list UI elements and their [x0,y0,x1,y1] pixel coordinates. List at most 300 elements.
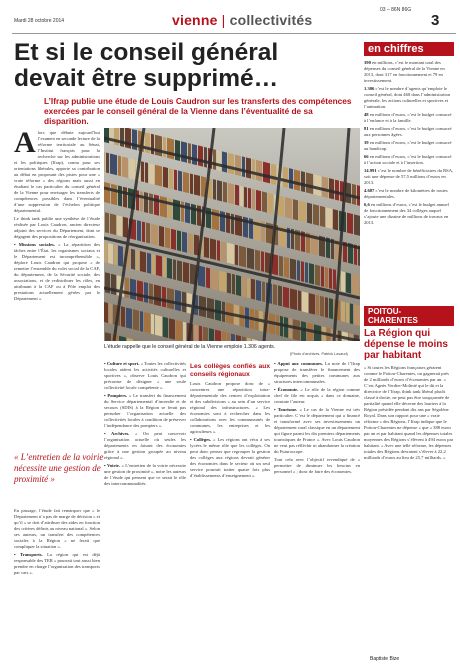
paragraph-text: La note de l’Ifrap propose de transférer le financement des équipements des petites communes aux structures intercommunales. [274,361,360,384]
book-spine [122,156,128,177]
book-spine [169,318,175,339]
figures-list [364,60,454,226]
figure-text: en millions, c’est le montant total des dépenses du conseil général de la Vienne en 2013, dont 317 en fonctionnement et 79 en investissement. [364,60,445,83]
photo-credit: (Photo d’archives, Patrick Lavaud) [290,352,348,356]
subsection-name: collectivités [229,12,313,28]
region-sidebar-title: POITOU-CHARENTES [364,306,454,326]
book-spine [155,135,162,157]
book-spine [163,137,166,158]
article-column-4 [274,361,360,477]
book-spine [199,326,202,341]
book-spine [110,153,117,175]
book-spine [144,312,150,333]
book-spine [227,243,234,265]
book-spine [262,191,267,212]
book-spine [141,161,144,182]
book-spine [162,286,166,307]
paragraph [104,361,186,391]
paragraph: Louis Caudron propose donc de « concentrer une répartition intra-départementale des centres d’exploitation et des subdivisions » au sein d’un service régional des infrastructures. « Les économies sont à rechercher dans les collaborations avec les communautés de communes, les entreprises et les agriculteurs ». [190,381,270,434]
book-spine [154,194,159,215]
figure-text: en millions d’euros, c’est le budget consacré aux personnes âgées. [364,126,452,137]
book-spine [325,267,328,288]
book-spine [174,169,177,190]
book-spine [144,192,148,213]
section-separator: | [221,12,226,28]
book-spine [333,269,336,290]
book-spine [188,233,193,254]
paragraph [14,242,100,302]
book-spine [136,190,139,211]
figure-item [364,154,454,166]
book-spine [198,145,203,166]
book-spine [293,319,300,341]
paragraph [104,431,186,461]
figure-text: en millions d’euros, c’est le budget consacré à l’enfance et à la famille. [364,112,452,123]
book-spine [111,184,117,205]
photo-caption: L’étude rappelle que le conseil général de la Vienne emploie 1.306 agents. [104,344,276,350]
book-spine [140,191,143,212]
figure-item [364,188,454,200]
book-spine [178,170,182,191]
book-spine [203,327,208,341]
pull-quote: « L’entretien de la voirie nécessite une gestion de proximité » [14,452,104,484]
book-spine [290,258,296,279]
figure-text: c’est le nombre de bénéficiaires du RSA, soit une dépense de 57,5 millions d’euros en 2013. [364,168,454,185]
book-spine [297,260,300,281]
paragraph-lead: • Archives. [104,431,130,436]
book-spine [352,274,359,296]
book-spine [173,199,180,221]
book-spine [175,290,181,311]
book-spine [131,249,135,270]
book-spine [329,178,334,199]
paragraph [104,463,186,487]
book-spine [183,172,189,193]
book-spine [151,314,154,335]
figure-text: en millions d’euros, c’est le budget consacré à l’action sociale et à l’insertion. [364,154,452,165]
library-photo-illustration [104,128,360,341]
book-spine [262,281,265,302]
book-spine [137,280,143,301]
book-spine [118,245,123,266]
book-spine [227,273,231,294]
book-spine [285,197,292,219]
book-spine [204,147,207,168]
book-spine [213,179,216,200]
figure-text: en millions d’euros, c’est le budget consacré au handicap. [364,140,452,151]
book-spine [104,301,108,323]
paragraph-text: « La répartition des tâches entre l’État, les organismes sociaux et le Département est incompréhensible », déplore Louis Caudron qui propose « de remettre l’ensemble du volet social de la CAF, du département, de la Sécurité sociale, des associations, et de redistribuer les rôles, en attribuant à la CAF ou à Pôle emploi des prestations actuellement gérées par le Département ». [14,242,100,301]
figure-item [364,202,454,226]
book-spine [240,186,243,207]
paragraph [274,361,360,385]
book-spine [142,221,145,242]
book-spine [346,302,349,323]
book-spine [252,159,255,180]
book-spine [236,275,241,296]
book-spine [182,231,187,252]
book-spine [244,187,247,208]
book-spine [145,132,150,153]
book-spine [125,277,129,298]
book-spine [123,187,127,208]
book-spine [256,190,261,211]
book-spine [329,268,332,289]
book-spine [228,153,234,174]
article-photo [104,128,360,341]
book-spine [347,213,353,234]
book-spine [301,261,304,282]
figures-sidebar [364,42,454,228]
book-spine [217,240,220,261]
book-spine [284,257,289,278]
standfirst: L’Ifrap publie une étude de Louis Caudron sur les transferts des compétences exercées par le conseil général de la Vienne dans l’éventualité de sa disparition. [44,96,352,126]
book-spine [255,250,260,271]
book-spine [256,160,262,181]
region-sidebar [364,306,454,461]
book-spine [325,297,328,318]
figure-number: 390 [364,60,371,65]
paragraph-lead: • Économie. [274,387,299,392]
book-spine [209,328,214,341]
book-spine [320,206,325,227]
book-spine [140,251,146,272]
book-spine [289,318,292,339]
book-spine [268,193,273,214]
book-spine [346,272,351,293]
book-spine [306,172,313,194]
paragraph-text: « Le rôle de la région comme chef de file est acquis » dans ce domaine, constate l’auteur. [274,387,360,404]
book-spine [322,176,328,197]
paragraph-lead: • Pompiers. [104,393,128,398]
book-spine [126,307,132,328]
book-spine [357,185,360,206]
book-spine [190,173,193,194]
book-spine [191,204,196,225]
book-spine [246,157,251,178]
book-spine [156,255,162,276]
book-spine [120,128,124,147]
book-spine [313,204,319,225]
figure-item [364,126,454,138]
book-spine [177,230,181,251]
header-rule [12,33,456,34]
book-spine [183,322,186,341]
paragraph: Tout cela avec l’objectif revendiqué de « permettre de diminuer les besoins en personnel » ; donc de faire des économies. [274,457,360,474]
book-spine [192,144,197,165]
book-spine [213,149,216,170]
book-spine [252,189,255,210]
book-spine [163,167,168,188]
book-spine [227,333,230,341]
book-spine [222,331,226,341]
issue-date: Mardi 28 octobre 2014 [14,18,65,24]
book-spine [104,182,110,203]
book-spine [114,244,117,265]
figure-number: 81 [364,126,369,131]
section-name: vienne [172,12,218,28]
book-spine [104,128,109,143]
book-spine [315,265,320,286]
book-spine [109,303,112,324]
book-spine [271,164,276,185]
book-spine [211,269,218,291]
book-spine [118,185,122,206]
book-spine [163,317,168,338]
paragraph-text: « On peut concevoir l’organisation actuelle où seules les départements en faisant des économies grâce à une gestion groupée au niveau régional ». [104,431,186,460]
book-spine [354,214,360,235]
book-spine [329,298,333,319]
edition-code: 03 – 86N 86G [380,7,412,13]
paragraph [14,552,100,576]
book-spine [188,143,191,164]
book-spine [165,227,170,248]
book-spine [235,245,238,266]
book-spine [167,288,174,310]
subheading: Les collèges confiés aux conseils régionaux [190,363,270,378]
book-spine [316,295,319,316]
book-spine [231,334,235,341]
book-spine [140,311,143,332]
article-column-2 [104,361,186,489]
paragraph-lead: • Collèges. [190,437,212,442]
book-spine [130,278,136,299]
figure-text: en millions d’euros, c’est le budget annuel de fonctionnement des 34 collèges auquel s’ajoute une dizaine de millions de travaux en 2013. [364,202,449,225]
book-spine [183,262,189,283]
book-spine [222,151,227,172]
book-spine [305,262,308,283]
book-spine [182,291,186,312]
book-spine [194,324,198,341]
region-sidebar-headline: La Région qui dépense le moins par habitant [364,328,448,361]
book-spine [301,171,305,192]
book-spine [309,263,314,284]
book-spine [326,207,332,228]
figure-number: 4.687 [364,188,375,193]
paragraph-text: « Les régions ont vécu à ses lycées le même rôle que les collèges. On peut donc penser que regrouper la gestion des collèges aux régions devrait générer des économies dans le secteur où un seul service pourrait traiter quatre fois plus d’établissements d’enseignement ». [190,437,270,478]
book-spine [114,128,119,146]
figure-item [364,86,454,110]
book-spine [136,250,139,271]
book-spine [352,184,356,205]
book-spine [235,185,239,206]
book-spine [198,265,205,287]
figure-item [364,112,454,124]
book-spine [223,182,227,203]
book-spine [105,212,109,233]
paragraph-text: « Le cas de la Vienne est très particulier. C’est le département qui a financé et transformé avec ses investissements un département rural classique en un département qui figure parmi les dix premiers départements touristiques de France ». Avec Louis Caudron ne veut pas réfléchir ni abandonner la création du Futuroscope. [274,407,360,454]
book-spine [176,320,182,341]
book-spine [293,199,298,220]
book-spine [106,152,109,173]
figure-number: 6,6 [364,202,370,207]
region-sidebar-body: « Si toutes les Régions françaises géraient comme le Poitou-Charentes, on gagnerait près de 2 milliards d’euros d’économies par an. » C’est Agnès Verdier-Molinié qui le dit et la directrice de l’Ifrap, think tank libéral plutôt classé à droite, ne peut pas être soupçonnée de partialité quand elle décerne des lauriers à la Région présidée pendant dix ans par Ségolène Royal. Dans son rapport pour une « vraie réforme » des Régions, l’Ifrap indique que le Poitou-Charentes ne dépense « que » 388 euros par an et par habitant quand les dépenses totales moyennes des Régions s’élèvent à 494 euros par habitant. « Avec une telle réforme, les dépenses totales des Régions devraient s’élever à 22,2 milliards d’euros au lieu de 25,7 milliards. » [364,365,454,460]
paragraph-text: La région qui est déjà responsable des TER « pourrait tout aussi bien prendre en charge l’organisation des transports par cars ». [14,552,100,575]
book-spine [217,180,222,201]
figures-title: en chiffres [364,42,454,56]
book-spine [155,165,162,187]
book-spine [177,260,182,281]
book-spine [278,195,284,216]
figure-number: 39 [364,140,369,145]
book-spine [232,274,235,295]
paragraph-lead: • Tourisme. [274,407,298,412]
book-spine [105,332,111,341]
book-spine [247,248,254,270]
byline: Baptiste Bize [370,656,400,662]
book-spine [215,330,221,341]
book-spine [263,162,270,184]
book-spine [137,220,141,241]
section-title [172,12,312,28]
book-spine [221,241,226,262]
book-spine [117,215,122,236]
book-spine [173,259,176,280]
book-spine [159,226,164,247]
article-column-1-continued [14,508,100,578]
book-spine [283,287,289,308]
article-column-3 [190,361,270,481]
book-spine [219,271,226,293]
book-spine [333,209,338,230]
book-spine [163,257,166,278]
paragraph-text: « Le transfert du financement du Service départemental d’incendie et de secours (SDIS) à la Région se ferait pas perturber l’organisation actuelle des collectivités locales à condition de préserver l’indépendance des pompiers ». [104,393,186,428]
figure-number: 66 [364,154,369,159]
book-spine [149,163,154,184]
book-spine [278,285,282,306]
book-spine [217,150,221,171]
book-spine [175,140,180,161]
book-spine [181,141,187,162]
book-spine [181,201,184,222]
book-spine [248,188,251,209]
book-spine [149,193,153,214]
book-spine [335,180,339,201]
book-spine [307,203,312,224]
book-spine [167,258,172,279]
book-spine [151,134,154,155]
book-spine [261,251,264,272]
paragraph [190,437,270,479]
figure-item [364,140,454,152]
book-spine [110,213,116,234]
book-spine [185,202,190,223]
book-spine [147,253,151,274]
book-spine [206,267,210,288]
book-spine [110,128,113,144]
book-spine [289,168,293,189]
book-spine [171,229,176,250]
book-spine [283,167,288,188]
book-spine [160,196,167,218]
book-spine [167,138,174,160]
book-spine [149,283,153,304]
book-spine [299,201,306,223]
page-number: 3 [431,12,440,29]
book-spine [350,303,353,324]
paragraph-lead: • Missions sociales. [14,242,55,247]
book-spine [129,158,135,179]
book-spine [108,243,113,264]
book-spine [298,290,301,311]
paragraph [104,393,186,429]
paragraph [274,407,360,455]
book-spine [169,168,173,189]
paragraph: lors que débute aujourd’hui l’examen en seconde lecture de la réforme territoriale au Sénat, l’Institut français pour la recherche sur les administrations et les politiques (Ifrap), connu pour ses orientations libérales, apporte sa contribution au débat en proposant des pistes pour une « vraie réforme » des régions mais aussi en étudiant le cas particulier du conseil général de la Vienne pour envisager les transferts de compétences possibles dans l’éventualité d’une suppression de l’échelon politique départemental. [14,130,100,213]
book-spine [104,241,107,262]
paragraph-lead: • Appui aux communes. [274,361,323,366]
figure-number: 48 [364,112,369,117]
book-spine [118,155,121,176]
book-spine [152,254,155,275]
figure-item [364,60,454,84]
book-spine [279,256,283,277]
paragraph-text: « L’entretien de la voirie nécessite une gestion de proximité », notre les auteurs de l’étude qui pensent que ce serait le rôle des intercommunalités. [104,463,186,486]
book-spine [228,183,234,204]
figure-number: 14.991 [364,168,377,173]
book-spine [256,280,261,301]
figure-number: 1.306 [364,86,375,91]
paragraph-lead: • Transports. [14,552,43,557]
book-spine [197,205,201,226]
book-spine [242,276,246,297]
paragraph [274,387,360,405]
book-spine [104,151,105,172]
drop-cap: A [14,126,36,159]
book-spine [239,246,246,268]
paragraph-text: « Toutes les collectivités locales aident les activités culturelles et sportives », observe Louis Caudron qui préconise de désigner « une seule collectivité locale compétente ». [104,361,186,390]
book-spine [354,304,360,325]
figure-item [364,168,454,186]
book-spine [273,284,277,305]
figure-text: c’est le nombre de kilomètres de routes départementales. [364,188,448,199]
book-spine [151,224,158,246]
book-spine [321,266,324,287]
paragraph: En passage, l’étude fait remarquer que « le Département n’a pas de marge de décision » et qu’il « se doit d’attribuer des aides en fonction des critères définis au niveau national ». Selon ses auteurs, un transfert des compétences sociales à la Région « ne ferait que compliquer la situation ». [14,508,100,549]
book-spine [194,174,200,195]
book-spine [314,174,321,196]
book-spine [242,156,245,177]
book-spine [155,315,162,337]
book-spine [235,155,241,176]
article-column-1 [14,126,100,304]
book-spine [210,238,216,259]
book-spine [121,306,125,327]
book-spine [123,217,128,238]
book-spine [204,237,209,258]
book-spine [251,279,255,300]
book-spine [341,271,345,292]
book-spine [133,309,139,330]
paragraph-lead: • Voirie. [104,463,120,468]
paragraph-lead: • Culture et sport. [104,361,140,366]
book-spine [341,301,345,322]
book-spine [146,222,150,243]
book-spine [309,293,315,314]
book-spine [290,288,297,310]
book-spine [144,282,148,303]
book-spine [154,284,161,306]
book-spine [302,291,308,312]
paragraph: Le think tank publie une synthèse de l’étude réalisée par Louis Caudron, ancien directeur adjoint des services du Département, dont se dégagent des propositions de réorganisation. [14,216,100,239]
headline: Et si le conseil général devait être supprimé… [14,39,279,92]
book-spine [145,162,148,183]
book-spine [168,198,172,219]
book-spine [294,169,300,190]
figure-text: c’est le nombre d’agents qu’emploie le conseil général, dont 460 dans l’administration générale, les actions culturelles et sportives et l’animation. [364,86,451,109]
book-spine [320,296,324,317]
book-spine [247,278,250,299]
